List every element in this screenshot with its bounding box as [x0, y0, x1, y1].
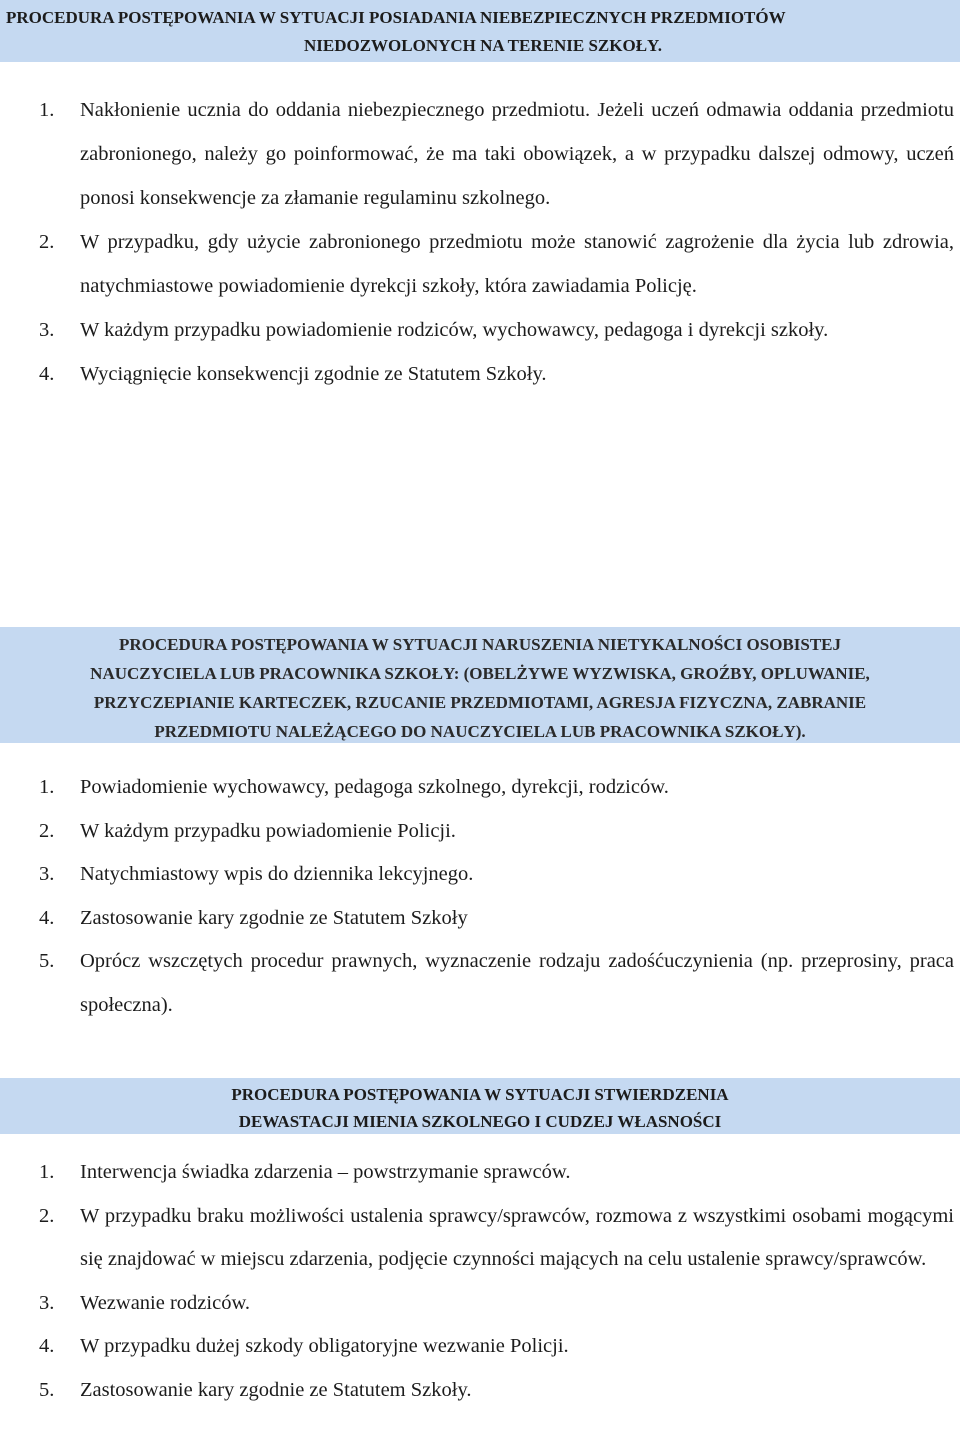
list-item-number: 5.	[39, 1378, 55, 1401]
list-item-number: 2.	[39, 1204, 55, 1227]
list-item-text: W każdym przypadku powiadomienie rodziców, wychowawcy, pedagoga i dyrekcji szkoły.	[80, 319, 829, 341]
list-item	[0, 308, 960, 352]
list-item-number: 3.	[39, 319, 55, 341]
list-item-text: Natychmiastowy wpis do dziennika lekcyjnego.	[80, 863, 474, 885]
list-item-text: Wyciągnięcie konsekwencji zgodnie ze Statutem Szkoły.	[80, 363, 547, 385]
section2-heading-line3: PRZYCZEPIANIE KARTECZEK, RZUCANIE PRZEDMIOTAMI, AGRESJA FIZYCZNA, ZABRANIE	[93, 693, 867, 712]
list-item-number: 1.	[39, 99, 55, 121]
list-item	[0, 766, 960, 810]
section3-heading-line1: PROCEDURA POSTĘPOWANIA W SYTUACJI STWIERDZENIA	[231, 1085, 729, 1104]
list-item-number: 3.	[39, 863, 55, 885]
list-item-text: W przypadku braku możliwości ustalenia sprawcy/sprawców, rozmowa z wszystkimi osobami mogącymi się znajdować w miejscu zdarzenia, podjęcie czynności mających na celu ustalenie sprawcy/sprawców.	[80, 1204, 954, 1270]
list-item-text: W przypadku, gdy użycie zabronionego przedmiotu może stanowić zagrożenie dla życia lub zdrowia, natychmiastowe powiadomienie dyrekcji szkoły, która zawiadamia Policję.	[80, 231, 954, 297]
list-item	[0, 897, 960, 941]
list-item-text: Oprócz wszczętych procedur prawnych, wyznaczenie rodzaju zadośćuczynienia (np. przeprosiny, praca społeczna).	[80, 950, 954, 1016]
section3-heading	[0, 1078, 960, 1134]
list-item-number: 4.	[39, 906, 55, 929]
list-item	[0, 1195, 960, 1282]
section1-heading	[0, 0, 960, 62]
list-item-text: W każdym przypadku powiadomienie Policji.	[80, 819, 456, 842]
list-item-number: 1.	[39, 1161, 55, 1183]
section3-list	[0, 1151, 960, 1412]
section3-heading-line2: DEWASTACJI MIENIA SZKOLNEGO I CUDZEJ WŁASNOŚCI	[238, 1112, 722, 1131]
list-item-text: Interwencja świadka zdarzenia – powstrzymanie sprawców.	[80, 1161, 571, 1183]
list-item-number: 4.	[39, 1335, 55, 1357]
list-item	[0, 88, 960, 220]
list-item-number: 3.	[39, 1291, 55, 1314]
list-item	[0, 1151, 960, 1195]
section2-list	[0, 766, 960, 1027]
list-item-text: Nakłonienie ucznia do oddania niebezpiecznego przedmiotu. Jeżeli uczeń odmawia oddania przedmiotu zabronionego, należy go poinformować, że ma taki obowiązek, a w przypadku dalszej odmowy, uczeń ponosi konsekwencje za złamanie regulaminu szkolnego.	[80, 99, 954, 209]
list-item	[0, 1369, 960, 1413]
list-item	[0, 220, 960, 308]
list-item-number: 5.	[39, 950, 55, 972]
list-item-text: Powiadomienie wychowawcy, pedagoga szkolnego, dyrekcji, rodziców.	[80, 776, 669, 798]
list-item	[0, 352, 960, 396]
list-item	[0, 1325, 960, 1369]
section2-heading-line1: PROCEDURA POSTĘPOWANIA W SYTUACJI NARUSZENIA NIETYKALNOŚCI OSOBISTEJ	[118, 635, 842, 654]
section1-heading-line2: NIEDOZWOLONYCH NA TERENIE SZKOŁY.	[303, 36, 663, 55]
list-item-text: Zastosowanie kary zgodnie ze Statutem Szkoły.	[80, 1378, 472, 1401]
list-item	[0, 1282, 960, 1326]
list-item-number: 4.	[39, 363, 55, 385]
list-item	[0, 940, 960, 1027]
section2-heading	[0, 627, 960, 743]
section1-list	[0, 88, 960, 396]
list-item-number: 2.	[39, 819, 55, 842]
list-item-text: Zastosowanie kary zgodnie ze Statutem Szkoły	[80, 906, 468, 929]
list-item	[0, 810, 960, 854]
list-item-text: W przypadku dużej szkody obligatoryjne wezwanie Policji.	[80, 1335, 569, 1357]
list-item	[0, 853, 960, 897]
list-item-number: 1.	[39, 776, 55, 798]
section2-heading-line2: NAUCZYCIELA LUB PRACOWNIKA SZKOŁY: (OBELŻYWE WYZWISKA, GROŹBY, OPLUWANIE,	[90, 664, 870, 683]
section2-heading-line4: PRZEDMIOTU NALEŻĄCEGO DO NAUCZYCIELA LUB PRACOWNIKA SZKOŁY).	[154, 722, 806, 741]
list-item-number: 2.	[39, 231, 55, 253]
list-item-text: Wezwanie rodziców.	[80, 1291, 251, 1314]
section1-heading-line1: PROCEDURA POSTĘPOWANIA W SYTUACJI POSIADANIA NIEBEZPIECZNYCH PRZEDMIOTÓW	[6, 8, 786, 27]
